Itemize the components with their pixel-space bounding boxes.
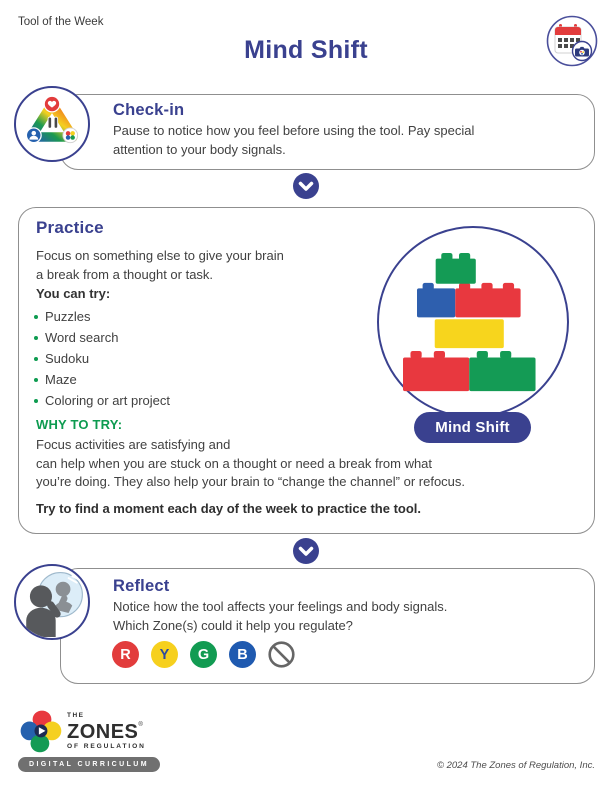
tool-illustration-circle bbox=[377, 226, 569, 418]
tool-name-badge: Mind Shift bbox=[414, 412, 531, 443]
list-item: Word search bbox=[34, 327, 170, 348]
why-line: you’re doing. They also help your brain to “change the channel” or refocus. bbox=[36, 474, 466, 489]
chevron-down-icon bbox=[293, 173, 319, 199]
list-item: Puzzles bbox=[34, 306, 170, 327]
copyright-text: © 2024 The Zones of Regulation, Inc. bbox=[436, 760, 595, 771]
why-line: can help when you are stuck on a thought or need a break from what bbox=[36, 455, 433, 471]
zones-logo-text bbox=[67, 713, 146, 750]
why-line: Focus activities are satisfying and bbox=[36, 437, 231, 452]
checkin-body-line: attention to your body signals. bbox=[113, 141, 286, 157]
practice-title: Practice bbox=[36, 218, 104, 237]
try-list bbox=[34, 306, 170, 411]
logo-zones: ZONES bbox=[67, 720, 139, 743]
you-can-try-label: You can try: bbox=[36, 286, 111, 301]
logo-of-regulation: OF REGULATION bbox=[67, 742, 146, 750]
reflect-title: Reflect bbox=[113, 577, 170, 595]
practice-intro-line: Focus on something else to give your brain bbox=[36, 248, 284, 263]
reflect-body bbox=[113, 598, 583, 635]
page-title: Mind Shift bbox=[244, 36, 368, 64]
registered-mark: ® bbox=[138, 721, 143, 728]
list-item: Maze bbox=[34, 369, 170, 390]
chevron-down-icon bbox=[293, 538, 319, 564]
checkin-body bbox=[113, 122, 583, 159]
zone-badge-blue: B bbox=[229, 641, 256, 668]
practice-intro-line: a break from a thought or task. bbox=[36, 266, 214, 282]
logo-the: THE bbox=[67, 712, 85, 719]
eyebrow-label: Tool of the Week bbox=[18, 16, 104, 28]
reflect-body-line: Which Zone(s) could it help you regulate? bbox=[113, 617, 353, 633]
why-to-try-label: WHY TO TRY: bbox=[36, 417, 123, 432]
checkin-title: Check-in bbox=[113, 101, 185, 119]
reflect-body-line: Notice how the tool affects your feelings and body signals. bbox=[113, 599, 448, 614]
why-to-try-body bbox=[36, 436, 566, 492]
practice-challenge: Try to find a moment each day of the week to practice the tool. bbox=[36, 501, 422, 516]
lego-bricks-illustration bbox=[403, 252, 543, 393]
checkin-body-line: Pause to notice how you feel before using the tool. Pay special bbox=[113, 123, 475, 138]
digital-curriculum-badge: DIGITAL CURRICULUM bbox=[18, 757, 160, 772]
calendar-icon bbox=[546, 15, 598, 67]
mirror-reflect-icon bbox=[14, 564, 90, 640]
zone-badge-red: R bbox=[112, 641, 139, 668]
list-item: Coloring or art project bbox=[34, 390, 170, 411]
zones-triangle-icon bbox=[14, 86, 90, 162]
zone-badge-green: G bbox=[190, 641, 217, 668]
list-item: Sudoku bbox=[34, 348, 170, 369]
practice-intro bbox=[36, 247, 376, 284]
no-zone-icon bbox=[268, 641, 295, 668]
zone-badges-row bbox=[112, 641, 295, 668]
zone-badge-yellow: Y bbox=[151, 641, 178, 668]
zones-logo bbox=[18, 709, 66, 757]
